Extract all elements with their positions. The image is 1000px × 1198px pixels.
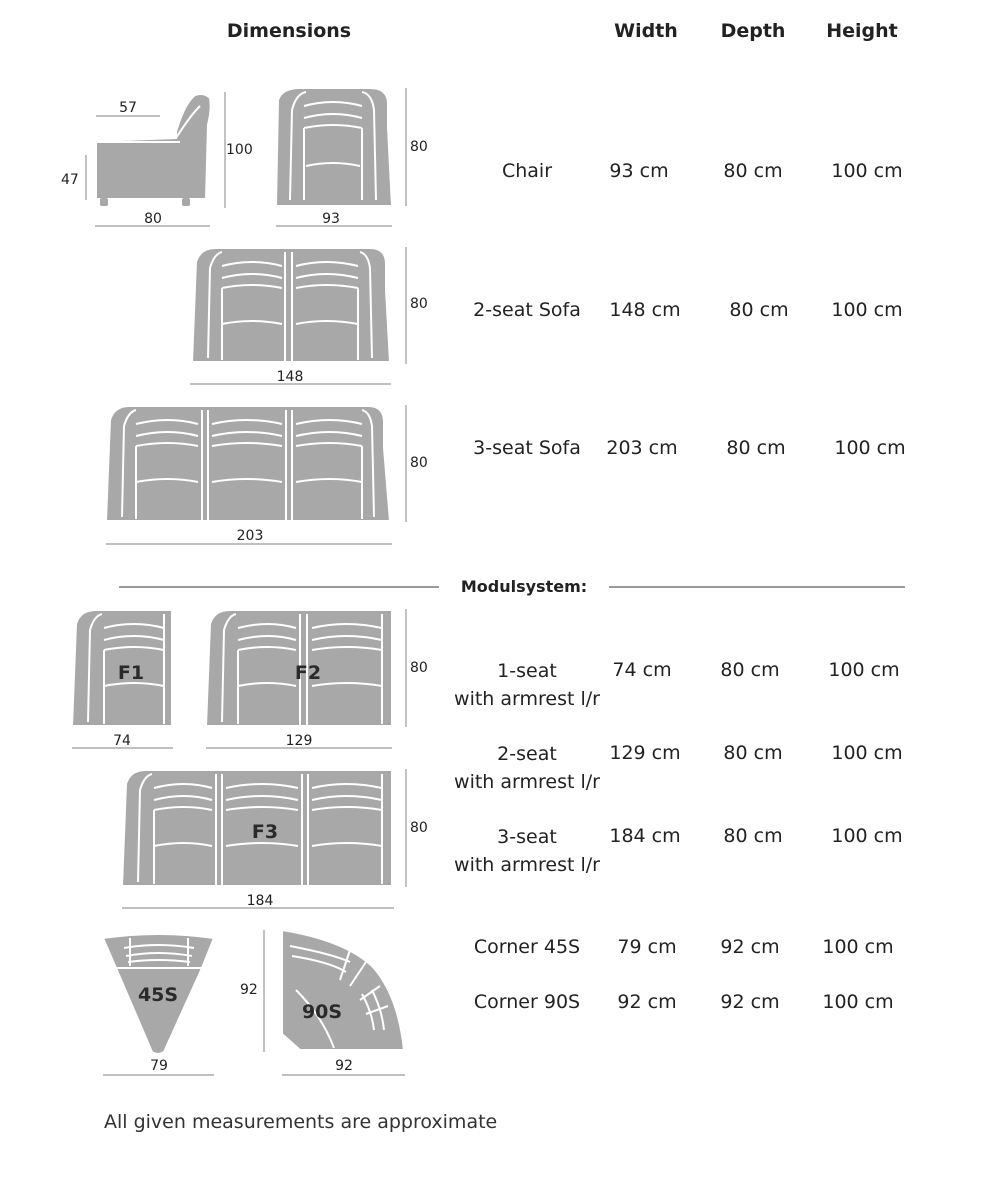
corner90-name: Corner 90S (473, 991, 581, 1013)
sofa3-drawing (106, 405, 406, 544)
module-1seat-line1: 1-seat (497, 660, 557, 682)
corner90-width-label: 92 (335, 1058, 353, 1074)
chair-side-view (86, 92, 225, 226)
corner45-label: 45S (137, 984, 179, 1006)
chair-side-seat-height-label: 47 (61, 172, 79, 188)
module-2seat-line1: 2-seat (497, 743, 557, 765)
row-sofa3-height: 100 cm (834, 437, 906, 459)
row-sofa3-name: 3-seat Sofa (473, 437, 581, 459)
row-sofa3-width: 203 cm (606, 437, 678, 459)
chair-side-seat-depth-label: 57 (119, 100, 137, 116)
module-1seat-line2: with armrest l/r (454, 688, 600, 710)
row-chair-name: Chair (501, 160, 553, 182)
section-title: Modulsystem: (460, 577, 588, 596)
corner90-width: 92 cm (617, 991, 677, 1013)
row-sofa3-depth: 80 cm (726, 437, 786, 459)
module-f1-width-label: 74 (113, 733, 131, 749)
module-2seat-width: 129 cm (609, 742, 681, 764)
row-sofa2-name: 2-seat Sofa (473, 299, 581, 321)
module-3seat-depth: 80 cm (723, 825, 783, 847)
corner45-width: 79 cm (617, 936, 677, 958)
chair-front-height-label: 80 (410, 139, 428, 155)
module-3seat-line1: 3-seat (497, 826, 557, 848)
corner90-height: 100 cm (822, 991, 894, 1013)
row-sofa2-height: 100 cm (831, 299, 903, 321)
chair-front-view (276, 88, 406, 226)
module-3seat-line2: with armrest l/r (454, 854, 600, 876)
corner45-width-label: 79 (150, 1058, 168, 1074)
row-chair-depth: 80 cm (723, 160, 783, 182)
width-header: Width (614, 20, 678, 42)
row-sofa2-depth: 80 cm (729, 299, 789, 321)
corner45-name: Corner 45S (473, 936, 581, 958)
module-f1-label: F1 (117, 662, 145, 684)
dimensions-header: Dimensions (226, 20, 352, 42)
height-header: Height (826, 20, 898, 42)
module-2seat-line2: with armrest l/r (454, 771, 600, 793)
module-f2-height-label: 80 (410, 660, 428, 676)
chair-side-depth-label: 80 (144, 211, 162, 227)
module-f2-width-label: 129 (285, 733, 313, 749)
sofa3-width-label: 203 (236, 528, 264, 544)
module-1seat-depth: 80 cm (720, 659, 780, 681)
module-3seat-height: 100 cm (831, 825, 903, 847)
chair-leg-back (182, 198, 190, 206)
module-f3-label: F3 (251, 821, 279, 843)
row-chair-width: 93 cm (609, 160, 669, 182)
corner90-label: 90S (301, 1001, 343, 1023)
module-f2-label: F2 (294, 662, 322, 684)
sofa2-height-label: 80 (410, 296, 428, 312)
module-3seat-width: 184 cm (609, 825, 681, 847)
sofa2-drawing (190, 247, 406, 384)
sofa3-height-label: 80 (410, 455, 428, 471)
module-1seat-height: 100 cm (828, 659, 900, 681)
sofa2-width-label: 148 (276, 369, 304, 385)
chair-front-width-label: 93 (322, 211, 340, 227)
module-f3-height-label: 80 (410, 820, 428, 836)
chair-leg-front (100, 198, 108, 206)
corner90-depth: 92 cm (720, 991, 780, 1013)
chair-side-back-height-label: 100 (226, 142, 253, 158)
module-1seat-width: 74 cm (612, 659, 672, 681)
depth-header: Depth (720, 20, 786, 42)
corner45-height: 100 cm (822, 936, 894, 958)
module-f3-width-label: 184 (246, 893, 274, 909)
row-sofa2-width: 148 cm (609, 299, 681, 321)
row-chair-height: 100 cm (831, 160, 903, 182)
module-2seat-height: 100 cm (831, 742, 903, 764)
corner90-height-label: 92 (240, 982, 258, 998)
module-2seat-depth: 80 cm (723, 742, 783, 764)
corner45-depth: 92 cm (720, 936, 780, 958)
footnote: All given measurements are approximate (104, 1111, 498, 1133)
